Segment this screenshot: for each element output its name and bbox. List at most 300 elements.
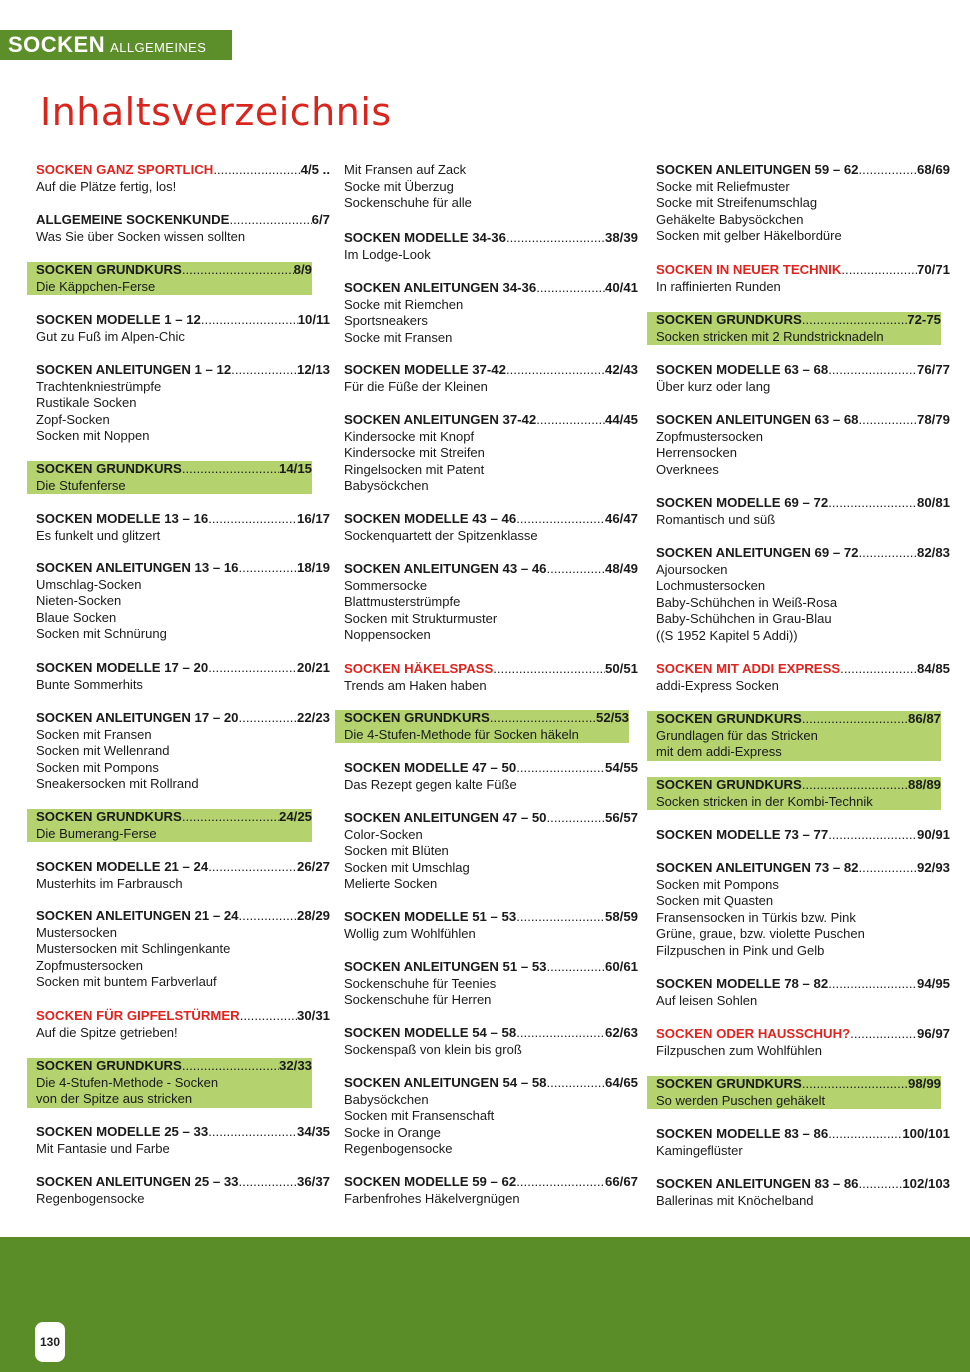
toc-entry-pages: 38/39 — [604, 230, 638, 245]
toc-entry-subtitle: Blaue Socken — [36, 609, 117, 625]
toc-entry — [36, 511, 330, 544]
toc-entry-highlight — [647, 777, 941, 810]
toc-entry-heading — [344, 1025, 638, 1042]
toc-entry-subtitle: Auf leisen Sohlen — [656, 992, 758, 1008]
toc-entry-subtitle: Filzpuschen in Pink und Gelb — [656, 942, 825, 958]
toc-entry-title: SOCKEN ANLEITUNGEN 17 – 20 — [36, 710, 239, 725]
dot-leader — [182, 262, 294, 279]
toc-entry-title: SOCKEN MODELLE 1 – 12 — [36, 312, 201, 327]
toc-entry — [36, 660, 330, 693]
toc-entry-subtitle: mit dem addi-Express — [656, 744, 782, 760]
toc-entry-subtitle: Die 4-Stufen-Methode - Socken — [36, 1074, 219, 1090]
toc-entry-heading — [36, 262, 312, 279]
dot-leader — [231, 362, 297, 379]
toc-entry — [36, 908, 330, 991]
toc-entry-subtitle: Auf die Plätze fertig, los! — [36, 178, 177, 194]
toc-entry-subtitle: Baby-Schühchen in Weiß-Rosa — [656, 594, 838, 610]
toc-entry-heading — [656, 312, 941, 329]
toc-entry-highlight — [647, 1076, 941, 1109]
toc-entry-title: SOCKEN MODELLE 37-42 — [344, 362, 506, 377]
section-tag — [0, 30, 232, 60]
toc-entry-subtitle: Socken mit Fransenschaft — [344, 1108, 495, 1124]
toc-entry-subtitle: Kamingeflüster — [656, 1142, 743, 1158]
toc-entry-heading — [36, 461, 312, 478]
toc-entry — [344, 280, 638, 346]
toc-entry — [656, 661, 950, 694]
toc-entry-title: SOCKEN GRUNDKURS — [36, 1058, 182, 1073]
toc-entry-pages: 64/65 — [604, 1075, 638, 1090]
toc-entry-subtitle: Sportsneakers — [344, 313, 428, 329]
page-title: Inhaltsverzeichnis — [40, 90, 392, 134]
toc-entry — [36, 212, 330, 245]
toc-entry-title: SOCKEN MODELLE 25 – 33 — [36, 1124, 209, 1139]
toc-entry-pages: 4/5 .. — [300, 162, 330, 177]
toc-entry-title: SOCKEN MODELLE 73 – 77 — [656, 827, 829, 842]
section-tag-sub: ALLGEMEINES — [110, 40, 207, 55]
toc-entry — [656, 827, 950, 844]
toc-entry-subtitle: Mit Fantasie und Farbe — [36, 1140, 170, 1156]
toc-entry-heading — [656, 1026, 950, 1043]
dot-leader — [493, 661, 605, 678]
dot-leader — [850, 1026, 917, 1043]
dot-leader — [208, 660, 297, 677]
toc-entry-subtitle: Socken mit Pompons — [36, 759, 159, 775]
toc-entry — [36, 1124, 330, 1157]
toc-entry-title: SOCKEN ANLEITUNGEN 21 – 24 — [36, 908, 239, 923]
dot-leader — [859, 860, 917, 877]
toc-entry-pages: 22/23 — [296, 710, 330, 725]
dot-leader — [182, 1058, 279, 1075]
toc-entry-subtitle: Socken mit Noppen — [36, 428, 150, 444]
toc-entry-pages: 6/7 — [311, 212, 330, 227]
dot-leader — [516, 511, 605, 528]
dot-leader — [802, 711, 908, 728]
section-tag-main: SOCKEN — [8, 32, 106, 57]
toc-entry-title: SOCKEN GRUNDKURS — [656, 777, 802, 792]
toc-entry-heading — [344, 362, 638, 379]
toc-entry-pages: 52/53 — [595, 710, 629, 725]
toc-entry-subtitle: Zopf-Socken — [36, 411, 110, 427]
toc-entry-pages: 102/103 — [902, 1176, 950, 1191]
toc-entry-title: SOCKEN MODELLE 13 – 16 — [36, 511, 209, 526]
dot-leader — [828, 362, 917, 379]
dot-leader — [201, 312, 298, 329]
toc-entry — [344, 362, 638, 395]
toc-entry — [344, 959, 638, 1009]
toc-entry-title: SOCKEN MODELLE 78 – 82 — [656, 976, 829, 991]
toc-entry-pages: 98/99 — [907, 1076, 941, 1091]
toc-entry — [36, 1174, 330, 1207]
toc-entry-pages: 58/59 — [604, 909, 638, 924]
dot-leader — [547, 810, 605, 827]
toc-entry-pages: 14/15 — [278, 461, 312, 476]
toc-entry-title: SOCKEN MODELLE 63 – 68 — [656, 362, 829, 377]
toc-entry-subtitle: von der Spitze aus stricken — [36, 1091, 193, 1107]
toc-entry-heading — [36, 1008, 330, 1025]
toc-entry — [656, 362, 950, 395]
toc-entry-subtitle: Kindersocke mit Knopf — [344, 428, 475, 444]
toc-entry-pages: 80/81 — [916, 495, 950, 510]
toc-entry-subtitle: Sockenschuhe für alle — [344, 195, 472, 211]
toc-entry-heading — [36, 1124, 330, 1141]
toc-entry-highlight — [27, 262, 312, 295]
dot-leader — [516, 909, 605, 926]
toc-entry-title: SOCKEN ANLEITUNGEN 69 – 72 — [656, 545, 859, 560]
dot-leader — [208, 1124, 297, 1141]
toc-entry-subtitle: Socke mit Reliefmuster — [656, 178, 790, 194]
dot-leader — [229, 212, 311, 229]
toc-entry — [344, 230, 638, 263]
toc-entry-subtitle: Herrensocken — [656, 445, 737, 461]
dot-leader — [239, 560, 297, 577]
toc-entry-pages: 92/93 — [916, 860, 950, 875]
toc-entry — [344, 1075, 638, 1158]
toc-entry-subtitle: Fransensocken in Türkis bzw. Pink — [656, 909, 856, 925]
toc-entry-subtitle: Trachtenkniestrümpfe — [36, 378, 162, 394]
toc-entry — [36, 312, 330, 345]
toc-entry-title: SOCKEN GRUNDKURS — [36, 262, 182, 277]
toc-entry-subtitle: Socken mit buntem Farbverlauf — [36, 974, 217, 990]
toc-entry-pages: 26/27 — [296, 859, 330, 874]
toc-entry-title: SOCKEN GRUNDKURS — [656, 711, 802, 726]
dot-leader — [859, 412, 917, 429]
toc-entry-pages: 28/29 — [296, 908, 330, 923]
dot-leader — [536, 412, 605, 429]
toc-entry-subtitle: Zopfmustersocken — [656, 428, 763, 444]
toc-entry-subtitle: Das Rezept gegen kalte Füße — [344, 776, 517, 792]
toc-entry-title: SOCKEN MODELLE 34-36 — [344, 230, 506, 245]
toc-entry-subtitle: Socke in Orange — [344, 1124, 441, 1140]
toc-entry — [344, 511, 638, 544]
toc-entry — [36, 859, 330, 892]
toc-entry-heading — [344, 1075, 638, 1092]
toc-entry-subtitle: Grüne, graue, bzw. violette Puschen — [656, 926, 865, 942]
dot-leader — [802, 1076, 908, 1093]
toc-entry-subtitle: Im Lodge-Look — [344, 246, 431, 262]
toc-entry-heading — [656, 162, 950, 179]
toc-entry-heading — [36, 908, 330, 925]
dot-leader — [240, 1008, 297, 1025]
toc-entry-pages: 68/69 — [916, 162, 950, 177]
toc-entry-subtitle: Für die Füße der Kleinen — [344, 378, 488, 394]
dot-leader — [490, 710, 596, 727]
toc-entry-title: SOCKEN MIT ADDI EXPRESS — [656, 661, 841, 676]
dot-leader — [516, 1025, 605, 1042]
toc-entry-subtitle: Socken mit Wellenrand — [36, 743, 170, 759]
toc-entry-heading — [344, 561, 638, 578]
toc-entry-heading — [656, 1076, 941, 1093]
toc-entry-subtitle: Sockenquartett der Spitzenklasse — [344, 527, 538, 543]
toc-entry-subtitle: Ajoursocken — [656, 561, 728, 577]
dot-leader — [516, 1174, 605, 1191]
toc-entry-heading — [656, 1176, 950, 1193]
toc-entry-heading — [656, 262, 950, 279]
toc-entry-subtitle: Socken mit gelber Häkelbordüre — [656, 228, 842, 244]
toc-entry — [656, 412, 950, 478]
toc-entry-subtitle: Die Bumerang-Ferse — [36, 825, 157, 841]
dot-leader — [547, 561, 605, 578]
toc-entry-heading — [344, 412, 638, 429]
toc-entry-title: SOCKEN HÄKELSPASS — [344, 661, 494, 676]
toc-entry-heading — [344, 230, 638, 247]
toc-entry-subtitle: Mit Fransen auf Zack — [344, 162, 467, 177]
toc-entry-heading — [656, 661, 950, 678]
toc-entry-heading — [36, 1174, 330, 1191]
toc-entry-title: SOCKEN ANLEITUNGEN 13 – 16 — [36, 560, 239, 575]
dot-leader — [859, 1176, 903, 1193]
toc-entry-title: SOCKEN MODELLE 59 – 62 — [344, 1174, 517, 1189]
toc-entry-subtitle: Gehäkelte Babysöckchen — [656, 211, 804, 227]
toc-entry — [344, 1025, 638, 1058]
dot-leader — [208, 511, 297, 528]
toc-entry-subtitle: Socke mit Fransen — [344, 329, 453, 345]
toc-entry-heading — [656, 495, 950, 512]
toc-entry-highlight — [647, 711, 941, 761]
toc-entry-title: SOCKEN MODELLE 54 – 58 — [344, 1025, 517, 1040]
toc-entry-subtitle: Zopfmustersocken — [36, 957, 143, 973]
toc-entry — [36, 1008, 330, 1041]
toc-entry-title: SOCKEN ODER HAUSSCHUH? — [656, 1026, 851, 1041]
toc-entry-subtitle: Sockenspaß von klein bis groß — [344, 1041, 522, 1057]
toc-entry-pages: 20/21 — [296, 660, 330, 675]
dot-leader — [859, 162, 917, 179]
toc-entry-heading — [656, 860, 950, 877]
dot-leader — [239, 710, 297, 727]
toc-entry-title: SOCKEN FÜR GIPFELSTÜRMER — [36, 1008, 240, 1023]
dot-leader — [802, 777, 908, 794]
toc-entry-subtitle: Ballerinas mit Knöchelband — [656, 1192, 814, 1208]
toc-entry-title: SOCKEN MODELLE 83 – 86 — [656, 1126, 829, 1141]
toc-entry-highlight — [647, 312, 941, 345]
toc-entry-subtitle: ((S 1952 Kapitel 5 Addi)) — [656, 627, 798, 643]
toc-entry-title: SOCKEN GRUNDKURS — [656, 312, 802, 327]
toc-entry-subtitle: Was Sie über Socken wissen sollten — [36, 228, 246, 244]
toc-entry-pages: 8/9 — [293, 262, 312, 277]
dot-leader — [841, 262, 917, 279]
toc-entry-pages: 100/101 — [902, 1126, 950, 1141]
toc-entry-subtitle: Baby-Schühchen in Grau-Blau — [656, 611, 832, 627]
toc-entry — [36, 162, 330, 195]
toc-entry-pages: 30/31 — [296, 1008, 330, 1023]
toc-entry-heading — [36, 1058, 312, 1075]
toc-entry-subtitle: Socken mit Fransen — [36, 726, 152, 742]
toc-entry-subtitle: Socken stricken mit 2 Rundstricknadeln — [656, 328, 884, 344]
toc-entry-heading — [344, 1174, 638, 1191]
toc-entry-subtitle: Trends am Haken haben — [344, 677, 487, 693]
toc-entry-subtitle: Romantisch und süß — [656, 511, 776, 527]
toc-entry — [344, 810, 638, 893]
toc-entry-pages: 60/61 — [604, 959, 638, 974]
toc-entry-pages: 46/47 — [604, 511, 638, 526]
dot-leader — [840, 661, 917, 678]
toc-entry — [656, 860, 950, 960]
toc-entry-subtitle: Regenbogensocke — [344, 1141, 453, 1157]
toc-entry-subtitle: Mustersocken mit Schlingenkante — [36, 941, 231, 957]
toc-entry-title: SOCKEN ANLEITUNGEN 34-36 — [344, 280, 537, 295]
toc-entry-subtitle: Socke mit Überzug — [344, 178, 454, 194]
dot-leader — [828, 976, 917, 993]
toc-entry-subtitle: Socke mit Streifenumschlag — [656, 195, 818, 211]
toc-entry-highlight — [335, 710, 629, 743]
toc-entry-subtitle: Blattmusterstrümpfe — [344, 594, 461, 610]
toc-entry-pages: 70/71 — [916, 262, 950, 277]
toc-entry-highlight — [27, 461, 312, 494]
toc-entry-title: SOCKEN GRUNDKURS — [656, 1076, 802, 1091]
toc-entry-heading — [36, 162, 330, 179]
toc-entry-subtitle: Noppensocken — [344, 627, 431, 643]
toc-entry-subtitle: Grundlagen für das Stricken — [656, 727, 818, 743]
toc-entry-title: SOCKEN ANLEITUNGEN 63 – 68 — [656, 412, 859, 427]
dot-leader — [182, 809, 279, 826]
toc-entry-heading — [344, 710, 629, 727]
toc-entry-pages: 96/97 — [916, 1026, 950, 1041]
toc-entry-subtitle: Socken mit Blüten — [344, 843, 449, 859]
toc-entry — [344, 412, 638, 495]
toc-entry-heading — [36, 809, 312, 826]
toc-entry — [656, 1126, 950, 1159]
toc-entry-title: SOCKEN ANLEITUNGEN 47 – 50 — [344, 810, 547, 825]
toc-entry-title: SOCKEN ANLEITUNGEN 73 – 82 — [656, 860, 859, 875]
toc-entry-pages: 12/13 — [296, 362, 330, 377]
toc-entry-subtitle: Color-Socken — [344, 826, 423, 842]
toc-entry-pages: 90/91 — [916, 827, 950, 842]
toc-entry — [656, 162, 950, 245]
toc-entry-subtitle: Die 4-Stufen-Methode für Socken häkeln — [344, 726, 579, 742]
toc-entry-subtitle: Die Stufenferse — [36, 477, 126, 493]
toc-entry-title: SOCKEN ANLEITUNGEN 25 – 33 — [36, 1174, 239, 1189]
dot-leader — [213, 162, 300, 179]
toc-entry-subtitle: Socken mit Strukturmuster — [344, 610, 498, 626]
toc-entry-subtitle: Socken mit Umschlag — [344, 859, 470, 875]
toc-entry-pages: 88/89 — [907, 777, 941, 792]
toc-entry-subtitle: Mustersocken — [36, 924, 117, 940]
toc-entry-title: SOCKEN ANLEITUNGEN 54 – 58 — [344, 1075, 547, 1090]
toc-entry-title: SOCKEN IN NEUER TECHNIK — [656, 262, 842, 277]
dot-leader — [828, 495, 917, 512]
toc-entry-title: SOCKEN MODELLE 47 – 50 — [344, 760, 517, 775]
dot-leader — [828, 1126, 902, 1143]
toc-entry-heading — [36, 511, 330, 528]
toc-entry-pages: 54/55 — [604, 760, 638, 775]
toc-entry-subtitle: Über kurz oder lang — [656, 378, 771, 394]
toc-entry-pages: 56/57 — [604, 810, 638, 825]
toc-entry-subtitle: Socken stricken in der Kombi-Technik — [656, 793, 873, 809]
toc-entry-subtitle: Socken mit Schnürung — [36, 626, 167, 642]
dot-leader — [506, 230, 605, 247]
toc-entry-title: SOCKEN ANLEITUNGEN 1 – 12 — [36, 362, 232, 377]
toc-entry — [656, 1176, 950, 1209]
toc-entry-subtitle: Rustikale Socken — [36, 395, 137, 411]
toc-entry-subtitle: Sockenschuhe für Herren — [344, 992, 492, 1008]
toc-entry-subtitle: Socke mit Riemchen — [344, 296, 464, 312]
footer-band — [0, 1237, 970, 1372]
toc-entry-heading — [656, 777, 941, 794]
toc-entry-subtitle: Filzpuschen zum Wohlfühlen — [656, 1042, 822, 1058]
toc-entry — [344, 661, 638, 694]
toc-entry-title: SOCKEN MODELLE 21 – 24 — [36, 859, 209, 874]
dot-leader — [802, 312, 907, 329]
toc-entry-heading — [656, 545, 950, 562]
toc-entry-pages: 16/17 — [296, 511, 330, 526]
toc-entry-pages: 84/85 — [916, 661, 950, 676]
toc-entry-subtitle: Musterhits im Farbrausch — [36, 875, 183, 891]
toc-entry-pages: 62/63 — [604, 1025, 638, 1040]
toc-entry-title: SOCKEN ANLEITUNGEN 51 – 53 — [344, 959, 547, 974]
toc-entry-title: SOCKEN ANLEITUNGEN 59 – 62 — [656, 162, 859, 177]
toc-entry-title: SOCKEN GRUNDKURS — [36, 461, 182, 476]
toc-entry-highlight — [27, 809, 312, 842]
toc-entry-pages: 50/51 — [604, 661, 638, 676]
toc-entry-heading — [36, 710, 330, 727]
toc-entry-title: SOCKEN MODELLE 69 – 72 — [656, 495, 829, 510]
toc-entry-pages: 66/67 — [604, 1174, 638, 1189]
toc-entry-title: SOCKEN ANLEITUNGEN 43 – 46 — [344, 561, 547, 576]
toc-entry-subtitle: In raffinierten Runden — [656, 278, 781, 294]
toc-entry-highlight — [27, 1058, 312, 1108]
toc-entry-heading — [344, 760, 638, 777]
toc-entry-pages: 72-75 — [907, 312, 941, 327]
toc-entry-heading — [36, 859, 330, 876]
toc-entry-subtitle: Umschlag-Socken — [36, 576, 142, 592]
toc-entry — [344, 760, 638, 793]
toc-entry-heading — [344, 909, 638, 926]
toc-entry-subtitle: Melierte Socken — [344, 876, 438, 892]
toc-entry-title: SOCKEN MODELLE 17 – 20 — [36, 660, 209, 675]
toc-entry-subtitle: Sneakersocken mit Rollrand — [36, 776, 199, 792]
toc-entry-subtitle: Wollig zum Wohlfühlen — [344, 925, 476, 941]
toc-entry-heading — [656, 976, 950, 993]
toc-entry-heading — [36, 660, 330, 677]
toc-entry-heading — [656, 1126, 950, 1143]
toc-entry — [344, 909, 638, 942]
toc-entry-heading — [656, 711, 941, 728]
toc-entry-pages: 36/37 — [296, 1174, 330, 1189]
toc-entry-title: SOCKEN GRUNDKURS — [344, 710, 490, 725]
toc-entry-pages: 78/79 — [916, 412, 950, 427]
dot-leader — [208, 859, 297, 876]
toc-entry-subtitle: Gut zu Fuß im Alpen-Chic — [36, 328, 185, 344]
toc-entry-subtitle: Die Käppchen-Ferse — [36, 278, 156, 294]
toc-entry-heading — [656, 412, 950, 429]
toc-entry-subtitle: Bunte Sommerhits — [36, 676, 143, 692]
dot-leader — [828, 827, 917, 844]
toc-entry-pages: 42/43 — [604, 362, 638, 377]
toc-entry — [656, 262, 950, 295]
toc-entry-heading — [656, 827, 950, 844]
toc-entry-heading — [36, 362, 330, 379]
toc-entry-title: SOCKEN GANZ SPORTLICH — [36, 162, 214, 177]
toc-entry — [656, 545, 950, 645]
toc-entry-subtitle: Nieten-Socken — [36, 593, 122, 609]
dot-leader — [536, 280, 605, 297]
toc-entry-heading — [344, 280, 638, 297]
toc-entry-subtitle: Auf die Spitze getrieben! — [36, 1024, 178, 1040]
toc-entry-subtitle: addi-Express Socken — [656, 677, 779, 693]
toc-entry-pages: 86/87 — [907, 711, 941, 726]
dot-leader — [239, 908, 297, 925]
toc-entry-subtitle: Sommersocke — [344, 577, 428, 593]
toc-entry — [344, 1174, 638, 1207]
toc-entry-heading — [344, 810, 638, 827]
toc-entry-heading — [344, 511, 638, 528]
toc-entry-title: SOCKEN MODELLE 43 – 46 — [344, 511, 517, 526]
toc-entry-subtitle: Babysöckchen — [344, 1091, 429, 1107]
toc-entry-title: SOCKEN MODELLE 51 – 53 — [344, 909, 517, 924]
toc-entry-pages: 82/83 — [916, 545, 950, 560]
toc-entry-heading — [656, 362, 950, 379]
toc-entry-subtitle: Overknees — [656, 461, 719, 477]
dot-leader — [547, 959, 605, 976]
